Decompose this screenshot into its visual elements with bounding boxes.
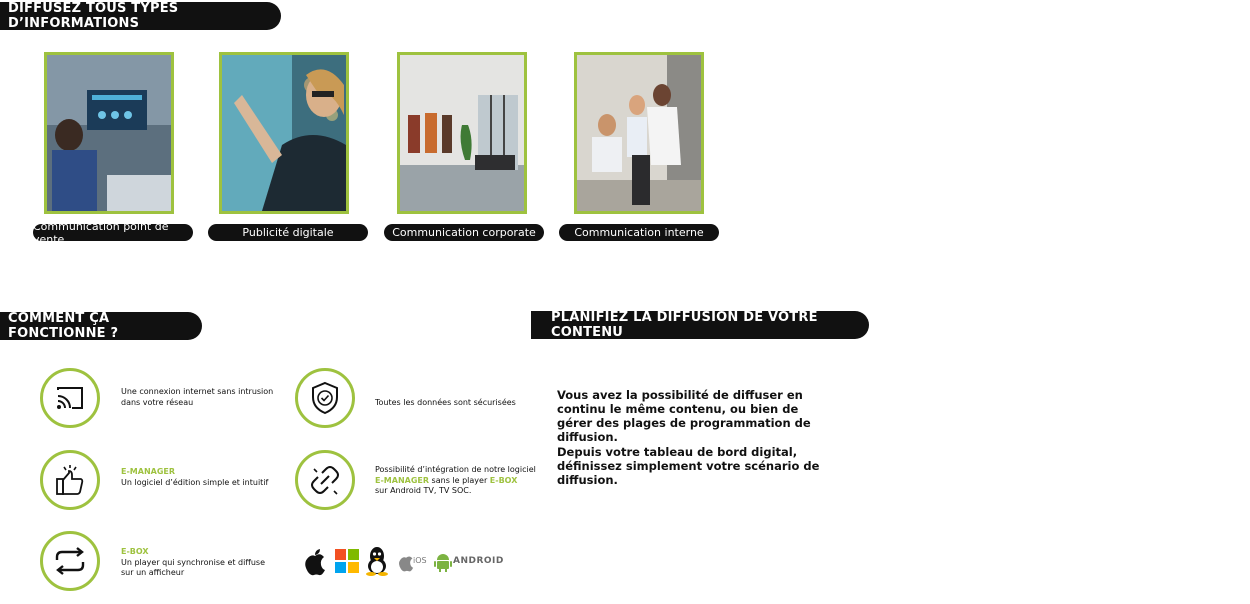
- caption-corporate: Communication corporate: [384, 224, 544, 241]
- android-icon: [434, 552, 452, 572]
- feature-security-text: Toutes les données sont sécurisées: [375, 398, 516, 407]
- section-title-comment: [0, 312, 202, 340]
- os-logos: [303, 546, 503, 578]
- shield-check-icon: [310, 381, 340, 415]
- feature-e-box: [40, 531, 100, 591]
- photo-corporate: [400, 55, 524, 211]
- broken-link-icon: [310, 465, 340, 495]
- tile-interne[interactable]: [574, 52, 704, 214]
- photo-publicite-digitale: [222, 55, 346, 211]
- windows-icon: [335, 549, 359, 573]
- plan-paragraph-1: Vous avez la possibilité de diffuser en continu le même contenu, ou bien de gérer des plages de programmation de diffusion.: [557, 388, 811, 444]
- thumbs-up-icon: [54, 463, 86, 497]
- tile-corporate[interactable]: [397, 52, 527, 214]
- ios-label: iOS: [413, 556, 427, 565]
- feature-integration: [295, 450, 355, 510]
- photo-interne: [577, 55, 701, 211]
- section-title-diffusez: [0, 2, 281, 30]
- android-label: ANDROID: [453, 556, 504, 566]
- section-title-text: DIFFUSEZ TOUS TYPES D’INFORMATIONS: [8, 1, 179, 31]
- tile-publicite-digitale[interactable]: [219, 52, 349, 214]
- feature-e-manager: [40, 450, 100, 510]
- caption-point-de-vente: Communication point de vente: [33, 224, 193, 241]
- feature-cast: [40, 368, 100, 428]
- caption-interne: Communication interne: [559, 224, 719, 241]
- cast-icon: [54, 384, 86, 412]
- photo-point-de-vente: [47, 55, 171, 211]
- sync-icon: [53, 546, 87, 576]
- section-title-text: PLANIFIEZ LA DIFFUSION DE VOTRE CONTENU: [551, 310, 818, 340]
- feature-e-box-text: E-BOX Un player qui synchronise et diffuse sur un afficheur: [121, 547, 266, 577]
- feature-integration-text: Possibilité d’intégration de notre logiciel E-MANAGER sans le player E-BOX sur Android TV, TV SOC.: [375, 465, 536, 495]
- apple-icon: [303, 548, 327, 576]
- feature-cast-text: Une connexion internet sans intrusion dans votre réseau: [121, 387, 274, 407]
- tile-point-de-vente[interactable]: [44, 52, 174, 214]
- caption-publicite-digitale: Publicité digitale: [208, 224, 368, 241]
- feature-e-manager-text: E-MANAGER Un logiciel d’édition simple et intuitif: [121, 467, 269, 487]
- feature-security: [295, 368, 355, 428]
- plan-paragraph-2: Depuis votre tableau de bord digital, définissez simplement votre scénario de diffusion.: [557, 445, 820, 487]
- section-title-text: COMMENT ÇA FONCTIONNE ?: [8, 311, 119, 341]
- section-title-planifiez: [531, 311, 869, 339]
- linux-tux-icon: [365, 546, 389, 576]
